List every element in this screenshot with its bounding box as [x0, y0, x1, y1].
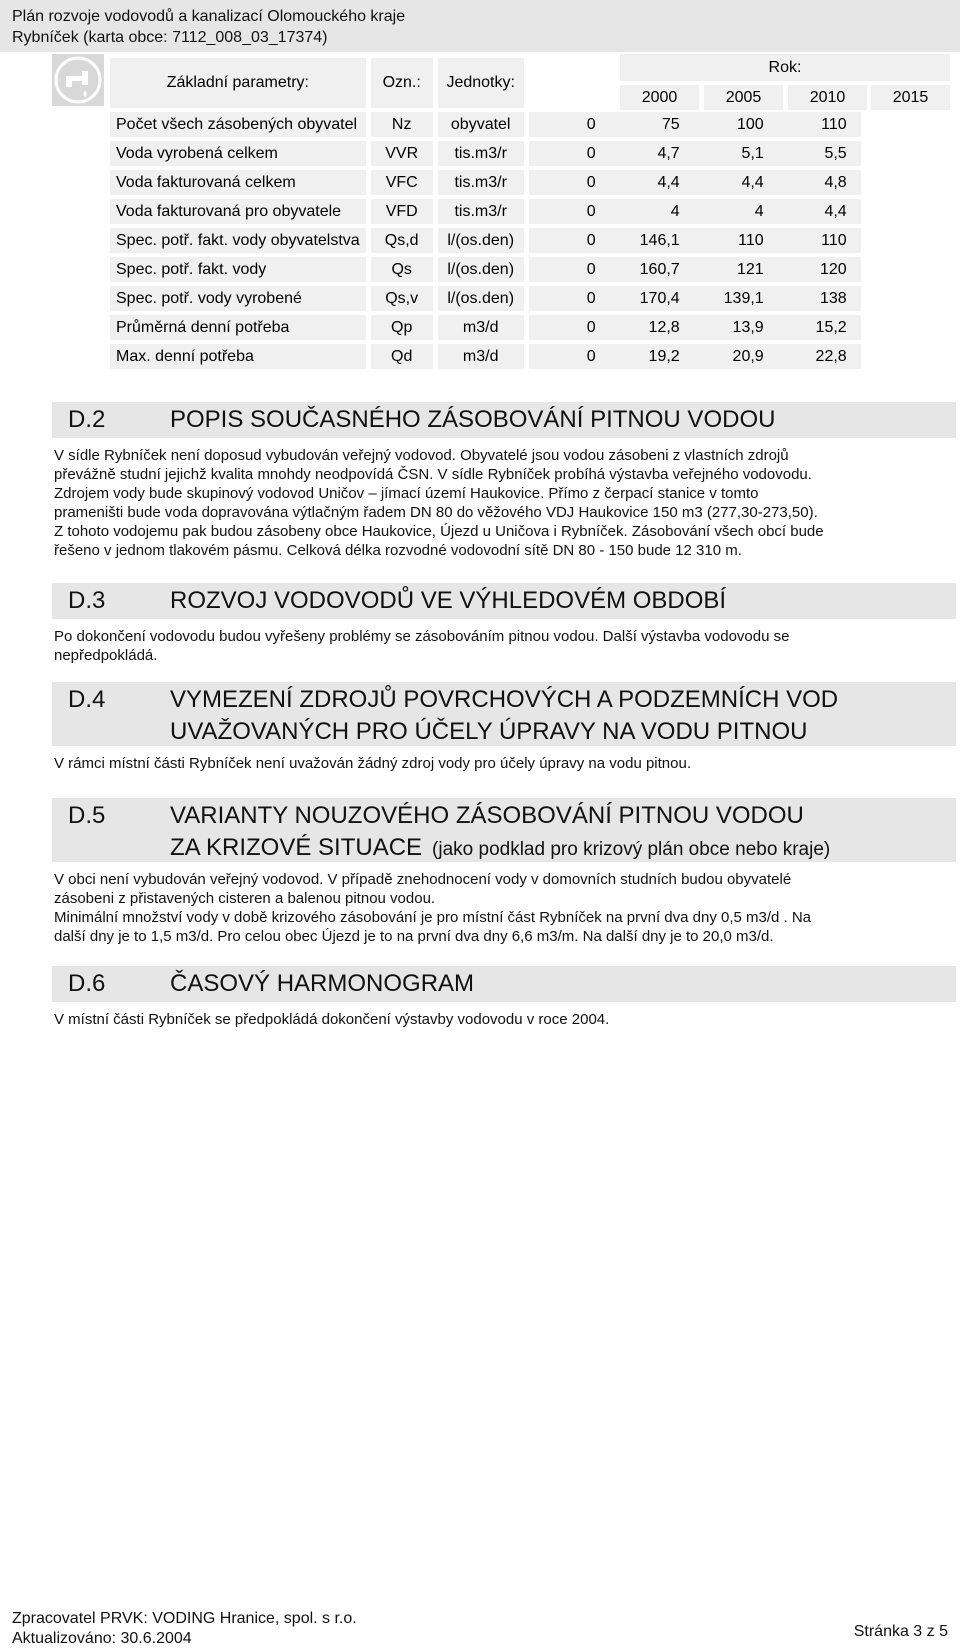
cell-symbol: Qd [371, 344, 433, 369]
cell-2005: 160,7 [639, 261, 680, 278]
column-header-unit: Jednotky: [438, 58, 524, 108]
cell-parameter: Voda fakturovaná pro obyvatele [110, 199, 366, 224]
cell-2000: 0 [586, 145, 596, 162]
cell-2000: 0 [586, 261, 596, 278]
table-row [110, 228, 861, 253]
year-header-2005: 2005 [704, 85, 783, 110]
section-paragraph [54, 870, 954, 946]
table-row [110, 286, 861, 311]
cell-2015: 15,2 [815, 319, 847, 336]
paragraph-line: prameništi bude voda dopravována výtlačným řadem DN 80 do věžového VDJ Haukovice 150 m3 (277,30-273,50). [54, 504, 818, 521]
paragraph-line: Po dokončení vodovodu budou vyřešeny problémy se zásobováním pitnou vodou. Další výstavba vodovodu se [54, 628, 790, 645]
section-title-note: (jako podklad pro krizový plán obce nebo kraje) [432, 839, 831, 860]
cell-unit: tis.m3/r [438, 170, 524, 195]
cell-unit: obyvatel [438, 112, 524, 137]
paragraph-line: zásobeni z přistavených cisteren a balenou pitnou vodou. [54, 890, 436, 907]
cell-unit: tis.m3/r [438, 199, 524, 224]
water-tap-icon [52, 54, 104, 106]
cell-unit: tis.m3/r [438, 141, 524, 166]
cell-2000: 0 [586, 116, 596, 133]
table-row [110, 344, 861, 369]
cell-2000: 0 [586, 348, 596, 365]
cell-2005: 19,2 [648, 348, 680, 365]
paragraph-line: další dny je to 1,5 m3/d. Pro celou obec Újezd je to na první dva dny 6,6 m3/m. Na další dny je to 20,0 m3/d. [54, 928, 774, 945]
section-number: D.5 [68, 802, 106, 829]
column-header-parameter: Základní parametry: [110, 58, 366, 108]
section-paragraph [54, 627, 954, 665]
section-title: VYMEZENÍ ZDROJŮ POVRCHOVÝCH A PODZEMNÍCH VOD [170, 686, 839, 713]
paragraph-line: řešeno v jednom tlakovém pásmu. Celková délka rozvodné vodovodní sítě DN 80 - 150 bude 12 310 m. [54, 542, 742, 559]
cell-symbol: VFD [371, 199, 433, 224]
section-title: UVAŽOVANÝCH PRO ÚČELY ÚPRAVY NA VODU PITNOU [170, 718, 808, 745]
cell-2015: 4,8 [824, 174, 847, 191]
cell-symbol: VFC [371, 170, 433, 195]
cell-2005: 75 [661, 116, 680, 133]
section-title: POPIS SOUČASNÉHO ZÁSOBOVÁNÍ PITNOU VODOU [170, 406, 776, 433]
paragraph-line: V sídle Rybníček není doposud vybudován veřejný vodovod. Obyvatelé jsou vodou zásobeni z vlastních zdrojů [54, 447, 789, 464]
section-paragraph [54, 1010, 954, 1029]
cell-symbol: Nz [371, 112, 433, 137]
section-number: D.4 [68, 686, 106, 713]
section-paragraph [54, 754, 954, 773]
paragraph-line: V obci není vybudován veřejný vodovod. V případě znehodnocení vody v domovních studních budou obyvatelé [54, 871, 792, 888]
table-row [110, 199, 861, 224]
cell-2010: 139,1 [723, 290, 764, 307]
cell-2010: 4,4 [741, 174, 764, 191]
cell-symbol: VVR [371, 141, 433, 166]
cell-parameter: Počet všech zásobených obyvatel [110, 112, 366, 137]
year-header-2010: 2010 [788, 85, 867, 110]
column-header-symbol: Ozn.: [371, 58, 433, 108]
parameters-table [105, 54, 866, 373]
cell-parameter: Spec. potř. fakt. vody obyvatelstva [110, 228, 366, 253]
cell-2000: 0 [586, 319, 596, 336]
cell-2005: 4,7 [657, 145, 680, 162]
cell-2015: 22,8 [815, 348, 847, 365]
table-row [110, 315, 861, 340]
cell-2015: 138 [819, 290, 847, 307]
paragraph-line: V rámci místní části Rybníček není uvažován žádný zdroj vody pro účely úpravy na vodu pitnou. [54, 755, 691, 772]
cell-unit: l/(os.den) [438, 286, 524, 311]
year-header-2015: 2015 [871, 85, 950, 110]
paragraph-line: nepředpokládá. [54, 647, 158, 664]
cell-unit: m3/d [438, 315, 524, 340]
paragraph-line: převážně studní jejichž kvalita mnohdy neodpovídá ČSN. V sídle Rybníček probíhá výstavba veřejného vodovodu. [54, 466, 812, 483]
document-header [0, 0, 960, 52]
section-title: ČASOVÝ HARMONOGRAM [170, 970, 475, 997]
cell-2010: 5,1 [741, 145, 764, 162]
year-group-header: Rok: [620, 54, 950, 81]
cell-unit: l/(os.den) [438, 257, 524, 282]
cell-unit: m3/d [438, 344, 524, 369]
cell-symbol: Qs,d [371, 228, 433, 253]
cell-symbol: Qs,v [371, 286, 433, 311]
cell-2000: 0 [586, 203, 596, 220]
cell-parameter: Voda vyrobená celkem [110, 141, 366, 166]
table-row [110, 112, 861, 137]
cell-2015: 110 [821, 232, 847, 249]
section-title: ZA KRIZOVÉ SITUACE (jako podklad pro krizový plán obce nebo kraje) [170, 834, 831, 861]
cell-2015: 120 [819, 261, 847, 278]
section-paragraph [54, 446, 954, 560]
cell-symbol: Qp [371, 315, 433, 340]
cell-2015: 5,5 [824, 145, 847, 162]
paragraph-line: Z tohoto vodojemu pak budou zásobeny obce Haukovice, Újezd u Uničova i Rybníček. Zásobování všech obcí bude [54, 523, 824, 540]
footer-processor: Zpracovatel PRVK: VODING Hranice, spol. s r.o. [12, 1610, 357, 1627]
cell-2005: 146,1 [639, 232, 680, 249]
cell-2000: 0 [586, 174, 596, 191]
cell-2010: 4 [754, 203, 764, 220]
cell-2010: 13,9 [732, 319, 764, 336]
cell-2000: 0 [586, 232, 596, 249]
cell-2015: 110 [821, 116, 847, 133]
cell-symbol: Qs [371, 257, 433, 282]
cell-parameter: Voda fakturovaná celkem [110, 170, 366, 195]
cell-2010: 20,9 [732, 348, 764, 365]
cell-2005: 12,8 [648, 319, 680, 336]
paragraph-line: Zdrojem vody bude skupinový vodovod Uničov – jímací území Haukovice. Přímo z čerpací stanice v tomto [54, 485, 759, 502]
section-header [52, 402, 956, 438]
cell-parameter: Max. denní potřeba [110, 344, 366, 369]
footer-updated: Aktualizováno: 30.6.2004 [12, 1630, 192, 1647]
cell-parameter: Spec. potř. fakt. vody [110, 257, 366, 282]
cell-2010: 110 [738, 232, 764, 249]
cell-2000: 0 [586, 290, 596, 307]
footer-page-number: Stránka 3 z 5 [853, 1623, 948, 1640]
section-header [52, 682, 956, 746]
cell-parameter: Průměrná denní potřeba [110, 315, 366, 340]
paragraph-line: V místní části Rybníček se předpokládá dokončení výstavby vodovodu v roce 2004. [54, 1011, 610, 1028]
paragraph-line: Minimální množství vody v době krizového zásobování je pro místní část Rybníček na první dva dny 0,5 m3/d . Na [54, 909, 812, 926]
section-title: VARIANTY NOUZOVÉHO ZÁSOBOVÁNÍ PITNOU VODOU [170, 802, 804, 829]
table-row [110, 170, 861, 195]
cell-2015: 4,4 [824, 203, 847, 220]
section-header [52, 966, 956, 1002]
header-subtitle: Rybníček (karta obce: 7112_008_03_17374) [12, 29, 328, 46]
section-header [52, 583, 956, 619]
cell-2010: 100 [736, 116, 764, 133]
section-number: D.6 [68, 970, 106, 997]
cell-2005: 170,4 [639, 290, 680, 307]
section-number: D.3 [68, 587, 106, 614]
cell-unit: l/(os.den) [438, 228, 524, 253]
section-title: ROZVOJ VODOVODŮ VE VÝHLEDOVÉM OBDOBÍ [170, 587, 727, 614]
cell-2005: 4,4 [657, 174, 680, 191]
cell-parameter: Spec. potř. vody vyrobené [110, 286, 366, 311]
table-row [110, 141, 861, 166]
cell-2010: 121 [736, 261, 764, 278]
year-header-2000: 2000 [620, 85, 699, 110]
table-row [110, 257, 861, 282]
section-number: D.2 [68, 406, 106, 433]
header-title: Plán rozvoje vodovodů a kanalizací Olomouckého kraje [12, 8, 406, 25]
cell-2005: 4 [670, 203, 680, 220]
section-header [52, 798, 956, 862]
